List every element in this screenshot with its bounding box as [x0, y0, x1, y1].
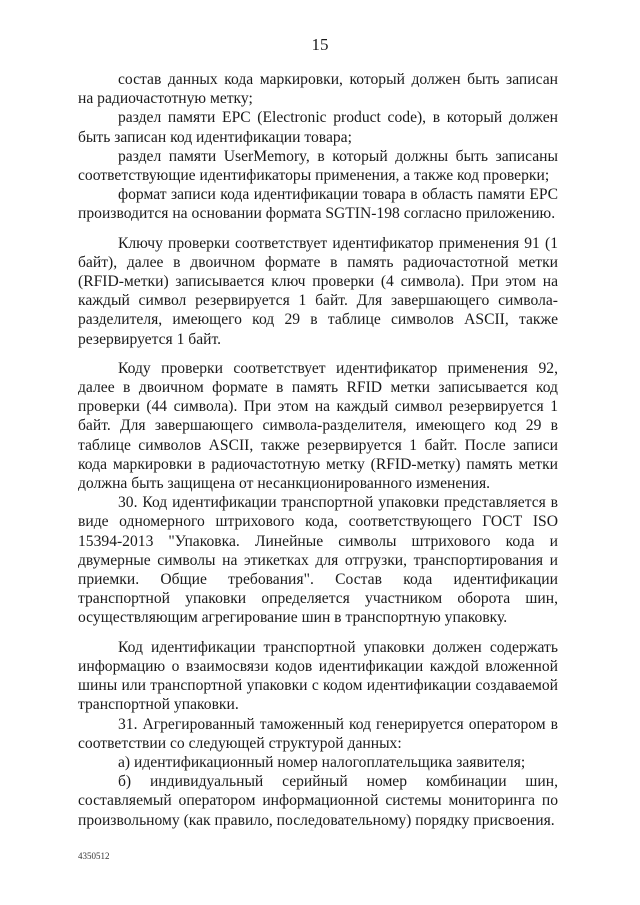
paragraph: Коду проверки соответствует идентификатор применения 92, далее в двоичном формате в память RFID метки записывается код проверки (44 символа). При этом на каждый символ резервируется 1 байт. Для завершающего символа-разделителя, имеющего код 29 в таблице символов ASCII, также резервируется 1 байт. После записи кода маркировки в радиочастотную метку (RFID-метку) память метки должна быть защищена от несанкционированного изменения.	[78, 359, 558, 493]
paragraph: формат записи кода идентификации товара в область памяти EPC производится на основании формата SGTIN-198 согласно приложению.	[78, 186, 558, 223]
paragraph: Ключу проверки соответствует идентификатор применения 91 (1 байт), далее в двоичном формате в память радиочастотной метки (RFID-метки) записывается ключ проверки (4 символа). При этом на каждый символ резервируется 1 байт. Для завершающего символа-разделителя, имеющего код 29 в таблице символов ASCII, также резервируется 1 байт.	[78, 234, 558, 348]
paragraph: 30. Код идентификации транспортной упаковки представляется в виде одномерного штрихового кода, соответствующего ГОСТ ISO 15394-2013 "Упаковка. Линейные символы штрихового кода и двумерные символы на этикетках для отгрузки, транспортирования и приемки. Общие требования". Состав кода идентификации транспортной упаковки определяется участником оборота шин, осуществляющим агрегирование шин в транспортную упаковку.	[78, 494, 558, 627]
paragraph: раздел памяти EPC (Electronic product code), в который должен быть записан код идентификации товара;	[78, 109, 558, 146]
document-body	[78, 70, 558, 830]
page-number: 15	[311, 35, 329, 54]
document-code: 4350512	[78, 851, 110, 861]
paragraph: а) идентификационный номер налогоплательщика заявителя;	[118, 753, 526, 771]
paragraph: Код идентификации транспортной упаковки должен содержать информацию о взаимосвязи кодов идентификации каждой вложенной шины или транспортной упаковки с кодом идентификации создаваемой транспортной упаковки.	[78, 638, 558, 714]
paragraph: раздел памяти UserMemory, в который должны быть записаны соответствующие идентификаторы применения, а также код проверки;	[78, 147, 558, 185]
paragraph: б) индивидуальный серийный номер комбинации шин, составляемый оператором информационной системы мониторинга по произвольному (как правило, последовательному) порядку присвоения.	[78, 773, 558, 829]
paragraph: состав данных кода маркировки, который должен быть записан на радиочастотную метку;	[78, 71, 558, 108]
paragraph: 31. Агрегированный таможенный код генерируется оператором в соответствии со следующей структурой данных:	[78, 715, 558, 752]
